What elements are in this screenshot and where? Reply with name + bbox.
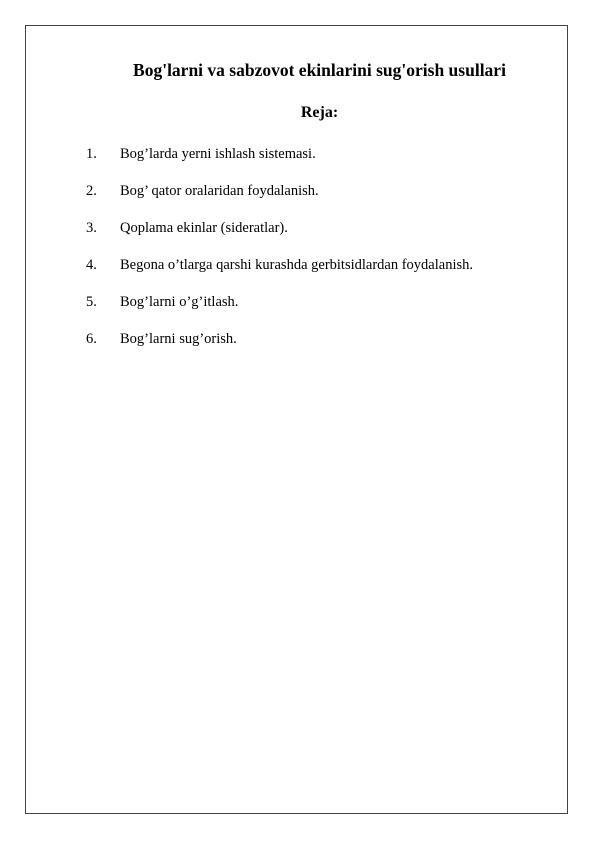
list-item-number: 2. [86, 183, 97, 199]
list-item-text: Begona o’tlarga qarshi kurashda gerbitsidlardan foydalanish. [120, 257, 474, 273]
document-title: Bog'larni va sabzovot ekinlarini sug'orish usullari [133, 60, 506, 80]
list-item [86, 144, 473, 181]
list-item-text: Qoplama ekinlar (sideratlar). [120, 220, 288, 236]
list-item [86, 255, 473, 292]
list-item [86, 329, 473, 366]
list-item-number: 3. [86, 220, 97, 236]
plan-list [86, 144, 473, 366]
list-item [86, 292, 473, 329]
list-item-number: 4. [86, 257, 97, 273]
list-item [86, 218, 473, 255]
list-item-text: Bog’larni o’g’itlash. [120, 294, 239, 310]
list-item-number: 5. [86, 294, 97, 310]
list-item-number: 6. [86, 331, 97, 347]
list-item-text: Bog’larda yerni ishlash sistemasi. [120, 146, 316, 162]
list-item-text: Bog’ qator oralaridan foydalanish. [120, 183, 319, 199]
list-item [86, 181, 473, 218]
list-item-text: Bog’larni sug’orish. [120, 331, 237, 347]
plan-heading: Reja: [300, 104, 339, 121]
list-item-number: 1. [86, 146, 97, 162]
